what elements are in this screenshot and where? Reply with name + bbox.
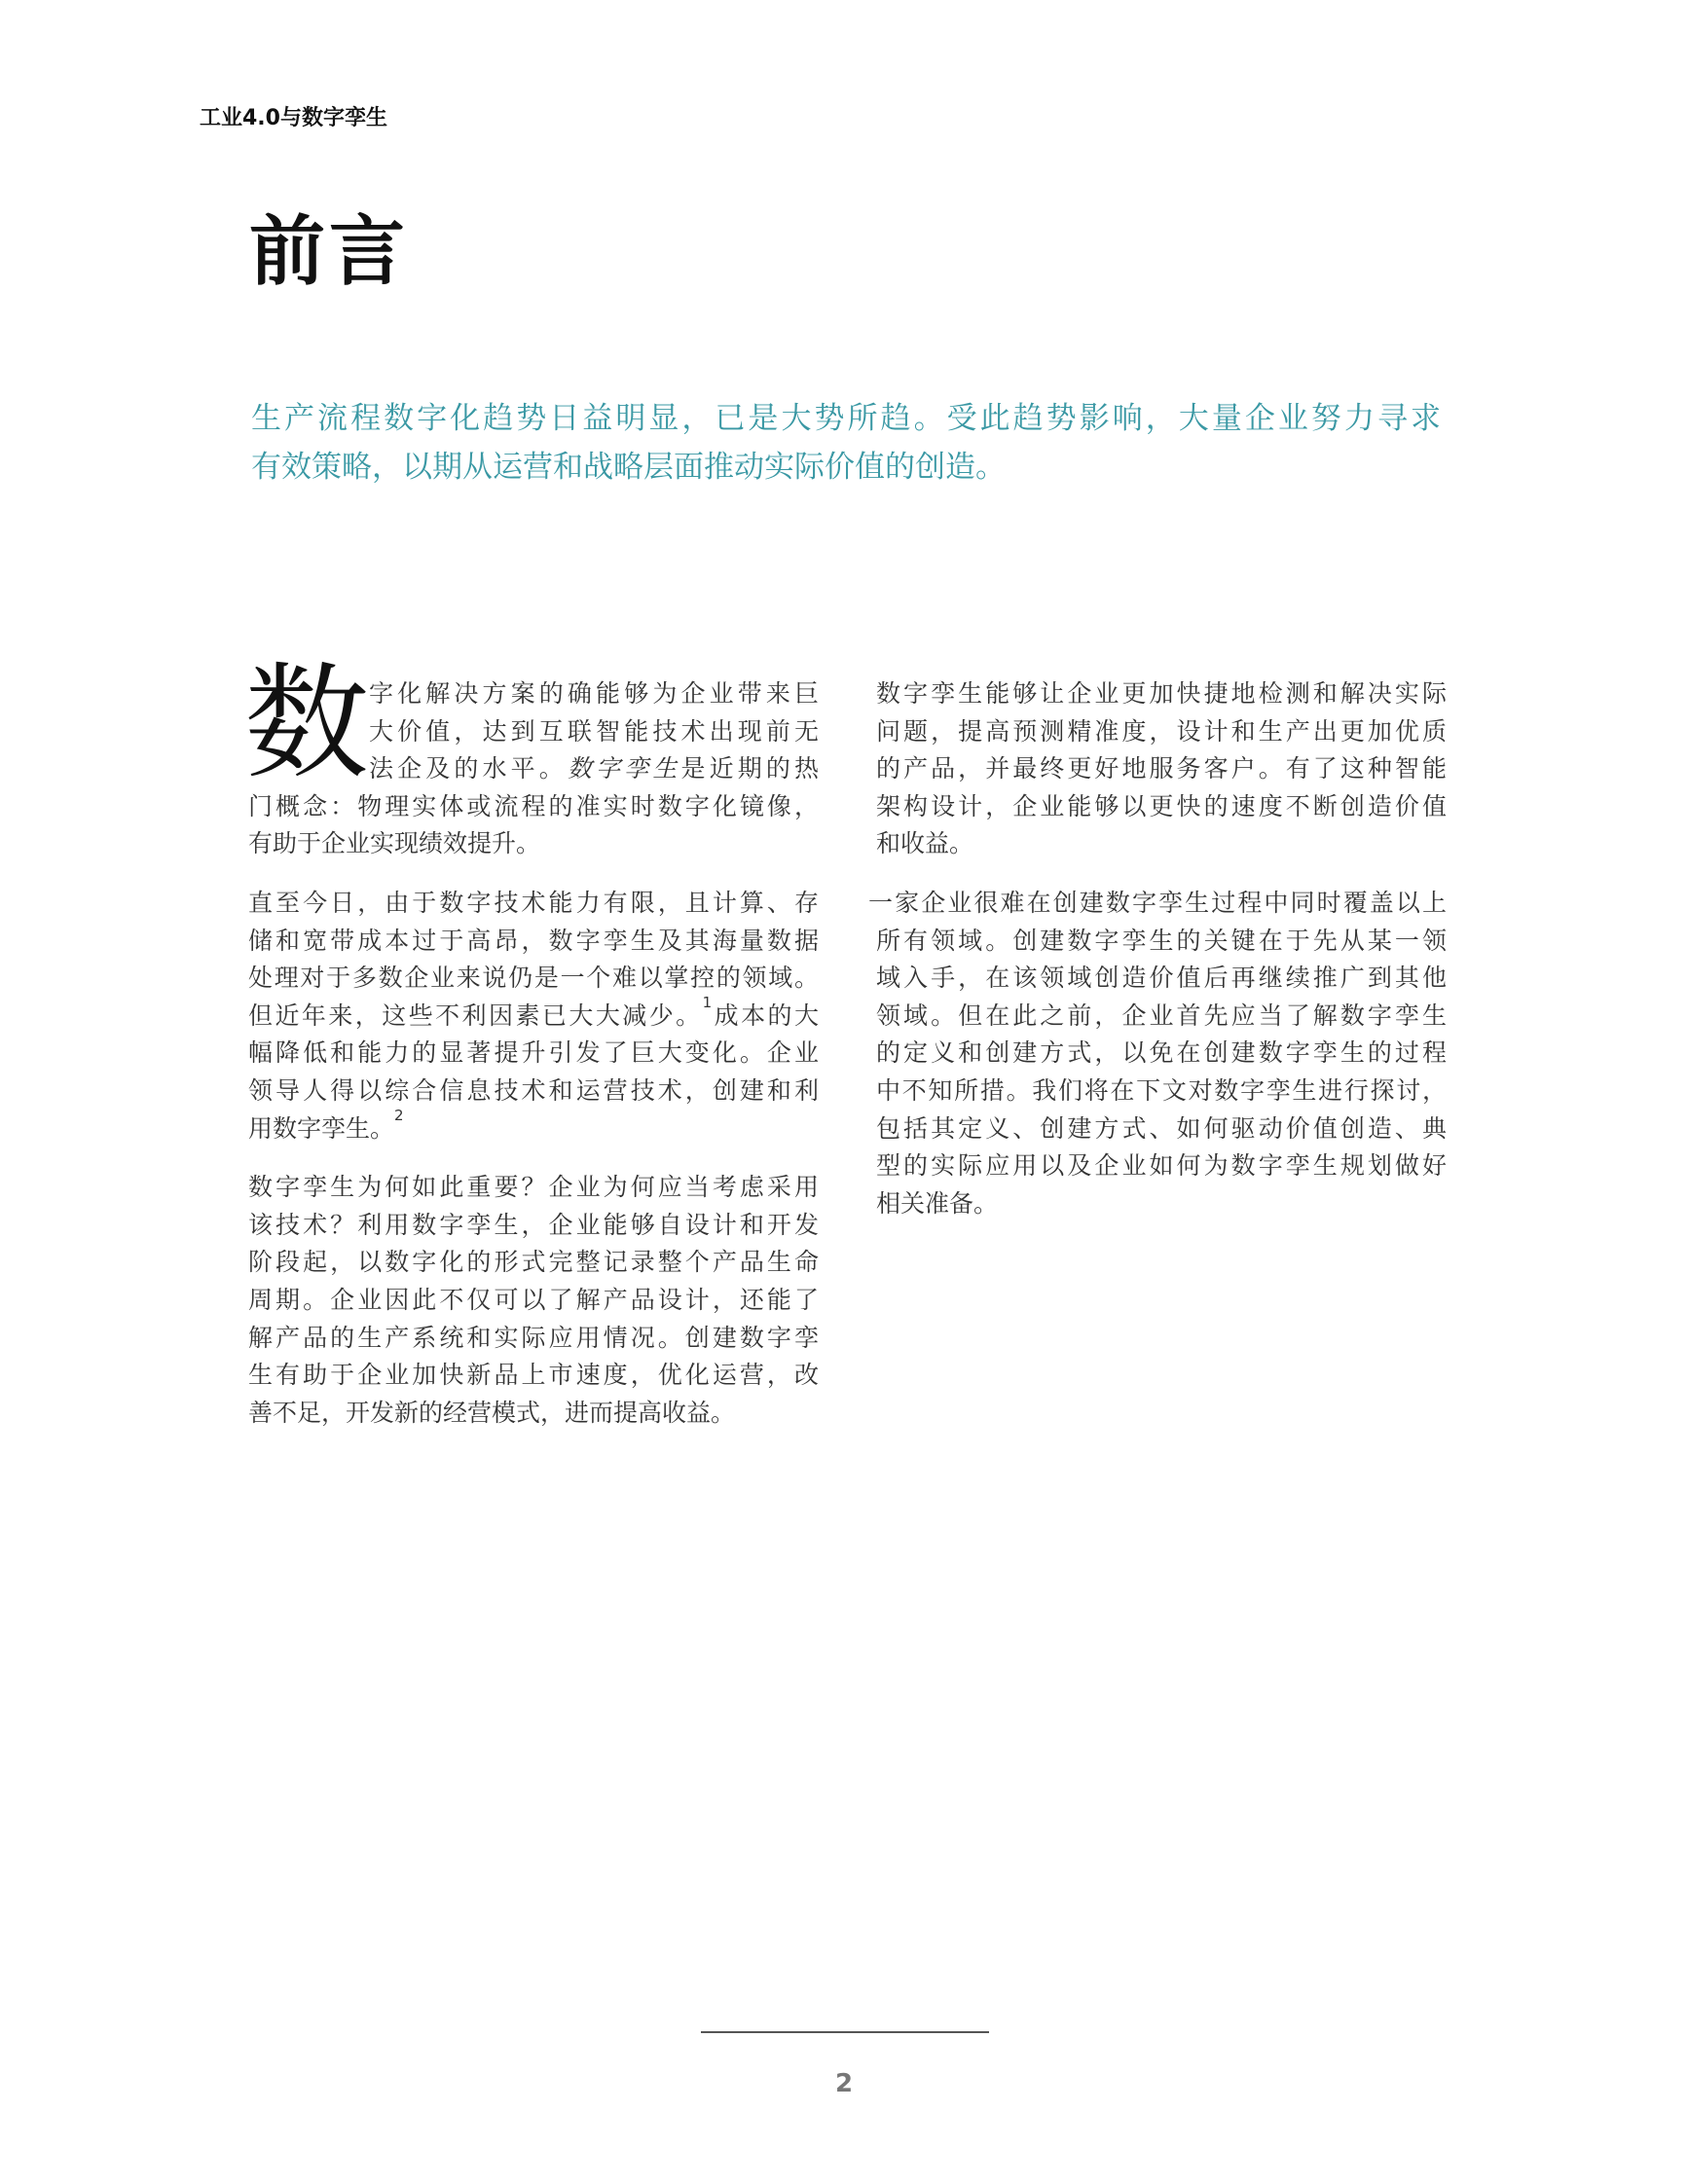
- text-line: 领导人得以综合信息技术和运营技术，创建和利: [248, 1075, 819, 1105]
- lead-line: 有效策略，以期从运营和战略层面推动实际价值的创造。: [251, 450, 1006, 485]
- text-line: [248, 993, 819, 1036]
- footnote-ref[interactable]: 2: [394, 1106, 404, 1124]
- text-line: 储和宽带成本过于高昂，数字孪生及其海量数据: [248, 926, 819, 955]
- text-line: 包括其定义、创建方式、如何驱动价值创造、典: [876, 1113, 1447, 1143]
- text-line: 直至今日，由于数字技术能力有限，且计算、存: [248, 888, 819, 917]
- running-header: 工业4.0与数字孪生: [200, 106, 387, 130]
- paragraph: [244, 651, 819, 863]
- paragraph: [248, 885, 819, 1147]
- page-title: 前言: [249, 208, 410, 296]
- text-line: 有助于企业实现绩效提升。: [248, 829, 541, 858]
- text-line: 和收益。: [876, 829, 974, 858]
- text-line: 相关准备。: [876, 1188, 999, 1218]
- text-line: 该技术？利用数字孪生，企业能够自设计和开发: [248, 1210, 819, 1239]
- text-line: 域入手，在该领域创造价值后再继续推广到其他: [876, 964, 1447, 993]
- text-line: 领域。但在此之前，企业首先应当了解数字孪生: [876, 1001, 1447, 1030]
- text-line: [369, 750, 819, 788]
- text-line: 幅降低和能力的显著提升引发了巨大变化。企业: [248, 1038, 819, 1068]
- text-segment: 用数字孪生。: [248, 1113, 395, 1143]
- text-line: 型的实际应用以及企业如何为数字孪生规划做好: [876, 1151, 1447, 1181]
- text-line: 一家企业很难在创建数字孪生过程中同时覆盖以上: [868, 888, 1447, 917]
- page-number: 2: [834, 2069, 854, 2098]
- text-line: 周期。企业因此不仅可以了解产品设计，还能了: [248, 1285, 819, 1314]
- body-column-left: [244, 651, 819, 1453]
- text-line: 字化解决方案的确能够为企业带来巨: [369, 679, 819, 708]
- text-line: 大价值，达到互联智能技术出现前无: [369, 716, 819, 746]
- lead-line: 生产流程数字化趋势日益明显，已是大势所趋。受此趋势影响，大量企业努力寻求: [251, 401, 1441, 436]
- drop-cap: 数: [244, 651, 370, 796]
- text-line: 的产品，并最终更好地服务客户。有了这种智能: [876, 754, 1447, 783]
- footnote-ref[interactable]: 1: [702, 993, 713, 1011]
- text-line: 数字孪生为何如此重要？企业为何应当考虑采用: [248, 1173, 819, 1202]
- paragraph: [248, 1169, 819, 1432]
- text-line: 门概念：物理实体或流程的准实时数字化镜像，: [248, 791, 819, 820]
- body-column-right: [868, 675, 1447, 1244]
- text-line: 解产品的生产系统和实际应用情况。创建数字孪: [248, 1323, 819, 1352]
- text-segment: 法企及的水平。: [369, 754, 568, 783]
- text-line: 数字孪生能够让企业更加快捷地检测和解决实际: [876, 679, 1447, 708]
- text-line: 阶段起，以数字化的形式完整记录整个产品生命: [248, 1248, 819, 1277]
- text-line: 架构设计，企业能够以更快的速度不断创造价值: [876, 791, 1447, 820]
- paragraph: [876, 675, 1447, 863]
- text-line: 的定义和创建方式，以免在创建数字孪生的过程: [876, 1038, 1447, 1068]
- footer-divider: [701, 2031, 989, 2033]
- italic-term: 数字孪生: [567, 754, 681, 783]
- text-line: 善不足，开发新的经营模式，进而提高收益。: [248, 1398, 736, 1427]
- text-line: 生有助于企业加快新品上市速度，优化运营，改: [248, 1361, 819, 1390]
- text-line: 所有领域。创建数字孪生的关键在于先从某一领: [876, 926, 1447, 955]
- text-line: 中不知所措。我们将在下文对数字孪生进行探讨，: [876, 1075, 1447, 1105]
- paragraph: [868, 885, 1447, 1222]
- text-line: [248, 1106, 819, 1148]
- lead-paragraph: [251, 394, 1441, 491]
- text-segment: 是近期的热: [680, 754, 819, 783]
- text-line: 问题，提高预测精准度，设计和生产出更加优质: [876, 716, 1447, 746]
- text-line: 处理对于多数企业来说仍是一个难以掌控的领域。: [248, 964, 819, 993]
- text-segment: 但近年来，这些不利因素已大大减少。: [248, 1001, 703, 1030]
- text-segment: 成本的大: [712, 1001, 819, 1030]
